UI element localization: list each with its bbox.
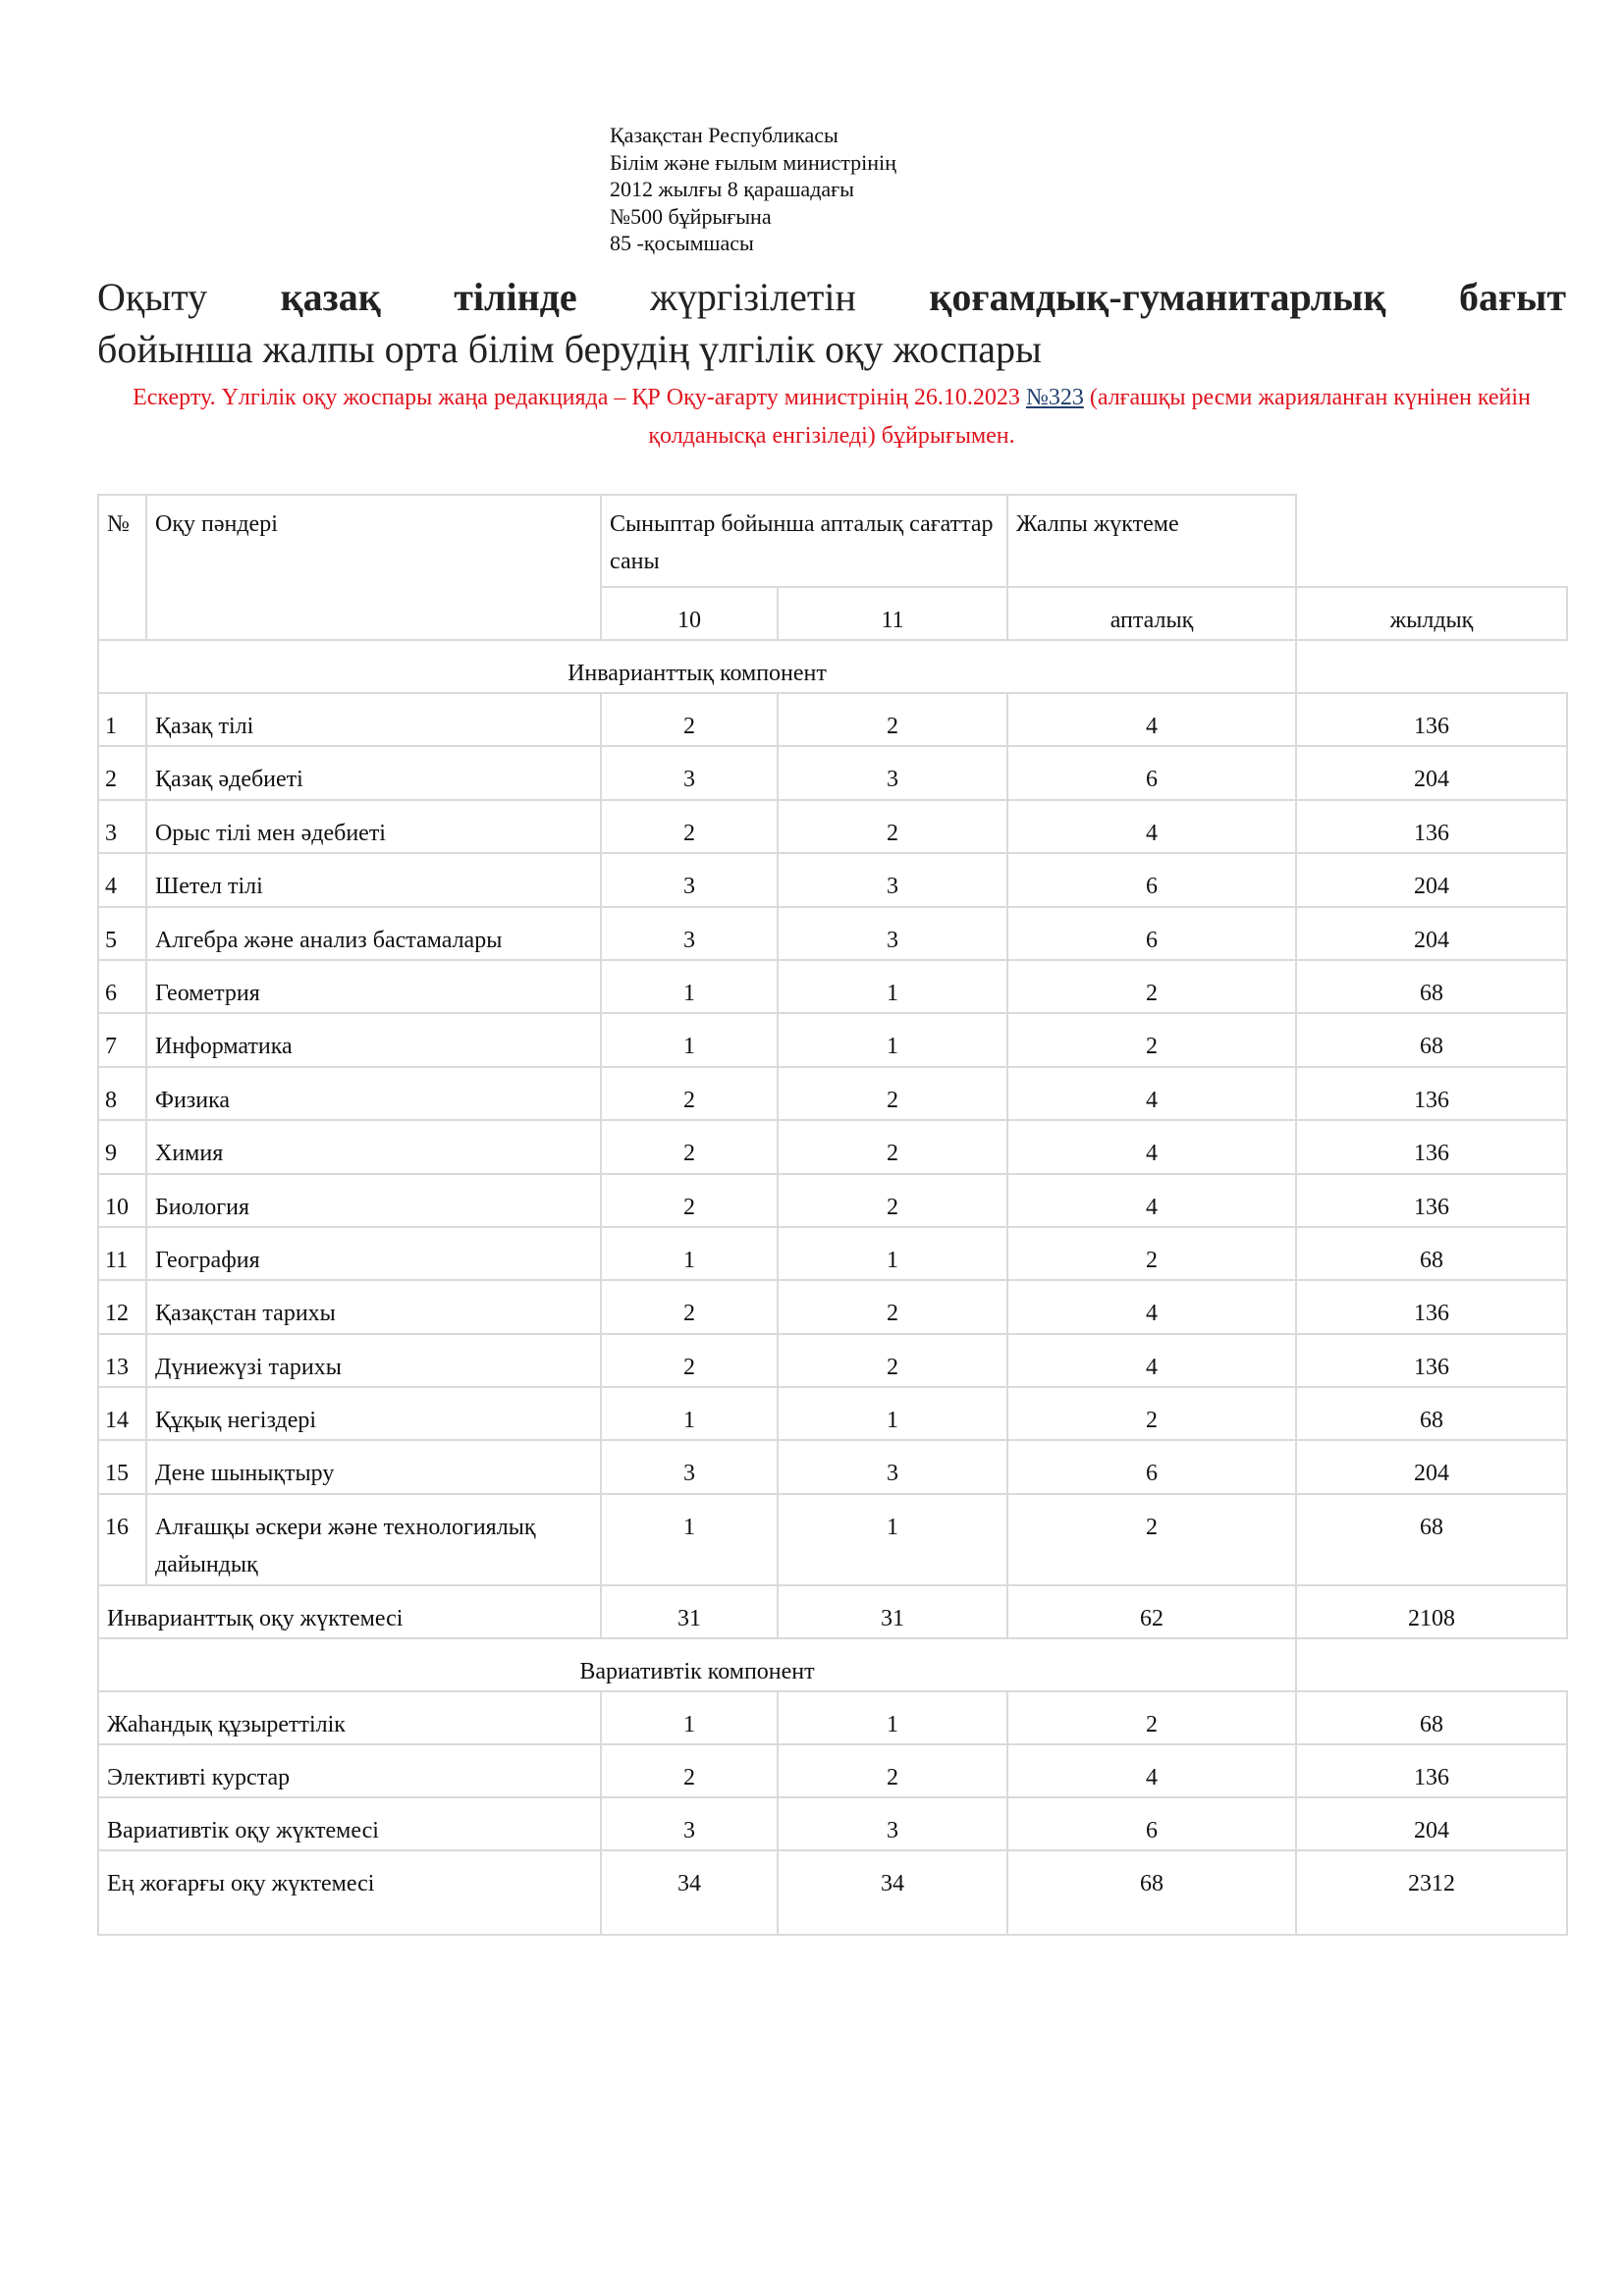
subject-name: Геометрия <box>146 960 601 1013</box>
grade-11-hours: 3 <box>778 1440 1007 1493</box>
grade-11-hours: 2 <box>778 1120 1007 1173</box>
header-weekly-by-grade: Сыныптар бойынша апталық сағаттар саны <box>601 495 1007 587</box>
grade-10-hours: 1 <box>601 1013 778 1066</box>
row-number: 15 <box>98 1440 146 1493</box>
yearly-total: 68 <box>1296 1494 1567 1585</box>
grade-10-hours: 2 <box>601 800 778 853</box>
weekly-total: 4 <box>1007 693 1296 746</box>
yearly-total: 204 <box>1296 746 1567 799</box>
row-number: 7 <box>98 1013 146 1066</box>
weekly-total: 4 <box>1007 1067 1296 1120</box>
grade-10-hours: 2 <box>601 1174 778 1227</box>
subject-name: Физика <box>146 1067 601 1120</box>
table-row <box>98 1440 1567 1493</box>
variative-total-row: Вариативтік оқу жүктемесі 3 3 6 204 <box>98 1797 1567 1850</box>
grade-10-hours: 2 <box>601 1280 778 1333</box>
table-header-row <box>98 495 1567 587</box>
table-row <box>98 800 1567 853</box>
row-number: 8 <box>98 1067 146 1120</box>
subject-name: Шетел тілі <box>146 853 601 906</box>
grade-10-hours: 3 <box>601 853 778 906</box>
subject-name: Дүниежүзі тарихы <box>146 1334 601 1387</box>
weekly-total: 4 <box>1007 1280 1296 1333</box>
subject-name: Биология <box>146 1174 601 1227</box>
row-number: 14 <box>98 1387 146 1440</box>
row-number: 5 <box>98 907 146 960</box>
grade-10-hours: 3 <box>601 907 778 960</box>
table-row <box>98 1280 1567 1333</box>
table-row <box>98 746 1567 799</box>
grade-10-hours: 1 <box>601 960 778 1013</box>
weekly-total: 4 <box>1007 1174 1296 1227</box>
table-row <box>98 1013 1567 1066</box>
order-link[interactable]: №323 <box>1025 385 1084 410</box>
grade-11-hours: 2 <box>778 800 1007 853</box>
row-number: 4 <box>98 853 146 906</box>
yearly-total: 136 <box>1296 1174 1567 1227</box>
section-label: Вариативтік компонент <box>98 1638 1296 1691</box>
appendix-line: 2012 жылғы 8 қарашадағы <box>610 177 854 201</box>
weekly-total: 6 <box>1007 746 1296 799</box>
grade-11-hours: 1 <box>778 960 1007 1013</box>
subject-name: Қазақ тілі <box>146 693 601 746</box>
grade-11-hours: 1 <box>778 1227 1007 1280</box>
total-label: Инварианттық оқу жүктемесі <box>98 1585 601 1638</box>
grade-10-hours: 3 <box>601 1440 778 1493</box>
weekly-total: 2 <box>1007 1227 1296 1280</box>
table-row <box>98 960 1567 1013</box>
grade-11-hours: 1 <box>778 1494 1007 1585</box>
header-yearly: жылдық <box>1296 587 1567 640</box>
note-prefix: Ескерту. Үлгілік оқу жоспары жаңа редакцияда – ҚР Оқу-ағарту министрінің 26.10.2023 <box>133 385 1026 410</box>
yearly-total: 136 <box>1296 1067 1567 1120</box>
row-number: 6 <box>98 960 146 1013</box>
header-num: № <box>98 495 146 640</box>
grade-11-hours: 1 <box>778 1387 1007 1440</box>
row-number: 12 <box>98 1280 146 1333</box>
table-row <box>98 1174 1567 1227</box>
grade-11-hours: 3 <box>778 907 1007 960</box>
grade-10-hours: 2 <box>601 1334 778 1387</box>
grade-11-hours: 3 <box>778 746 1007 799</box>
row-number: 3 <box>98 800 146 853</box>
table-row <box>98 1494 1567 1585</box>
grade-11-hours: 2 <box>778 1174 1007 1227</box>
row-number: 13 <box>98 1334 146 1387</box>
weekly-total: 2 <box>1007 1013 1296 1066</box>
row-number: 2 <box>98 746 146 799</box>
yearly-total: 136 <box>1296 1120 1567 1173</box>
subject-name: Құқық негіздері <box>146 1387 601 1440</box>
weekly-total: 2 <box>1007 1387 1296 1440</box>
table-row <box>98 1067 1567 1120</box>
yearly-total: 68 <box>1296 1387 1567 1440</box>
grade-11-hours: 1 <box>778 1013 1007 1066</box>
appendix-line: №500 бұйрығына <box>610 203 772 229</box>
subject-name: Қазақстан тарихы <box>146 1280 601 1333</box>
grade-10-hours: 1 <box>601 1387 778 1440</box>
yearly-total: 136 <box>1296 1280 1567 1333</box>
subject-name: Қазақ әдебиеті <box>146 746 601 799</box>
subject-name: Информатика <box>146 1013 601 1066</box>
table-row <box>98 1227 1567 1280</box>
grade-10-hours: 2 <box>601 1067 778 1120</box>
yearly-total: 68 <box>1296 1013 1567 1066</box>
yearly-total: 136 <box>1296 693 1567 746</box>
header-grade-10: 10 <box>601 587 778 640</box>
grade-11-hours: 2 <box>778 1334 1007 1387</box>
row-number: 11 <box>98 1227 146 1280</box>
table-row <box>98 1120 1567 1173</box>
table-row: Элективті курстар 2 2 4 136 <box>98 1744 1567 1797</box>
table-row <box>98 1334 1567 1387</box>
grade-11-hours: 3 <box>778 853 1007 906</box>
table-row <box>98 853 1567 906</box>
row-number: 16 <box>98 1494 146 1585</box>
row-number: 1 <box>98 693 146 746</box>
weekly-total: 4 <box>1007 1120 1296 1173</box>
section-label: Инварианттық компонент <box>98 640 1296 693</box>
yearly-total: 136 <box>1296 1334 1567 1387</box>
table-row <box>98 1387 1567 1440</box>
row-number: 10 <box>98 1174 146 1227</box>
header-grade-11: 11 <box>778 587 1007 640</box>
amendment-note <box>97 379 1566 455</box>
max-total-row: Ең жоғарғы оқу жүктемесі 34 34 68 2312 <box>98 1850 1567 1935</box>
row-number: 9 <box>98 1120 146 1173</box>
weekly-total: 4 <box>1007 800 1296 853</box>
subject-name: Дене шынықтыру <box>146 1440 601 1493</box>
appendix-line: Қазақстан Республикасы <box>610 123 839 147</box>
weekly-total: 6 <box>1007 907 1296 960</box>
yearly-total: 68 <box>1296 960 1567 1013</box>
weekly-total: 6 <box>1007 853 1296 906</box>
curriculum-table <box>97 494 1568 1936</box>
section-row-variative <box>98 1638 1567 1691</box>
yearly-total: 204 <box>1296 853 1567 906</box>
header-empty <box>1296 495 1567 587</box>
title-word-bold: тілінде <box>454 275 577 319</box>
title-line-1 <box>97 271 1566 323</box>
note-suffix: (алғашқы ресми жарияланған күнінен кейін қолданысқа енгізіледі) бұйрығымен. <box>648 385 1531 449</box>
title-word: жүргізілетін <box>650 275 856 319</box>
header-total-load: Жалпы жүктеме <box>1007 495 1296 587</box>
weekly-total: 2 <box>1007 960 1296 1013</box>
header-subjects: Оқу пәндері <box>146 495 601 640</box>
section-row-invariant <box>98 640 1567 693</box>
page-title <box>97 271 1566 375</box>
grade-11-hours: 2 <box>778 1280 1007 1333</box>
table-row <box>98 693 1567 746</box>
subject-name: География <box>146 1227 601 1280</box>
title-word-bold: бағыт <box>1458 275 1566 319</box>
subject-name: Химия <box>146 1120 601 1173</box>
title-word-bold: қазақ <box>280 275 381 319</box>
title-word-bold: қоғамдық-гуманитарлық <box>929 275 1386 319</box>
subject-name: Орыс тілі мен әдебиеті <box>146 800 601 853</box>
title-line-2: бойынша жалпы орта білім берудің үлгілік оқу жоспары <box>97 327 1042 371</box>
appendix-line: Білім және ғылым министрінің <box>610 149 896 175</box>
grade-10-hours: 2 <box>601 1120 778 1173</box>
yearly-total: 68 <box>1296 1227 1567 1280</box>
weekly-total: 6 <box>1007 1440 1296 1493</box>
yearly-total: 136 <box>1296 800 1567 853</box>
yearly-total: 204 <box>1296 907 1567 960</box>
grade-10-hours: 1 <box>601 1227 778 1280</box>
table-row: Жаһандық құзыреттілік 1 1 2 68 <box>98 1691 1567 1744</box>
invariant-total-row: Инварианттық оқу жүктемесі 31 31 62 2108 <box>98 1585 1567 1638</box>
subject-name: Алгебра және анализ бастамалары <box>146 907 601 960</box>
weekly-total: 2 <box>1007 1494 1296 1585</box>
grade-10-hours: 1 <box>601 1494 778 1585</box>
subject-name: Алғашқы әскери және технологиялық дайындық <box>146 1494 601 1585</box>
grade-11-hours: 2 <box>778 1067 1007 1120</box>
weekly-total: 4 <box>1007 1334 1296 1387</box>
appendix-header <box>610 122 896 257</box>
grade-10-hours: 2 <box>601 693 778 746</box>
header-weekly: апталық <box>1007 587 1296 640</box>
title-word: Оқыту <box>97 275 208 319</box>
appendix-line: 85 -қосымшасы <box>610 231 754 255</box>
yearly-total: 204 <box>1296 1440 1567 1493</box>
grade-10-hours: 3 <box>601 746 778 799</box>
grade-11-hours: 2 <box>778 693 1007 746</box>
table-row <box>98 907 1567 960</box>
